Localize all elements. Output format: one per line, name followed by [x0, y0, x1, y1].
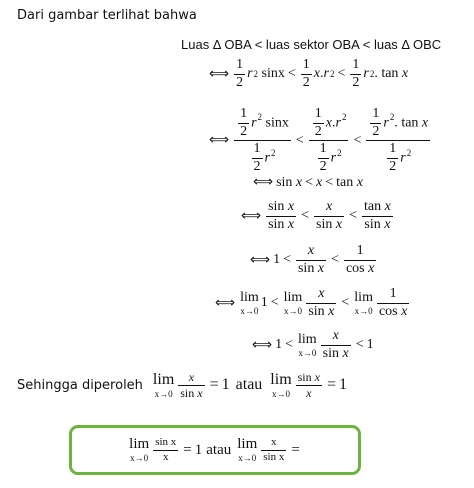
- step-5: ⟺ 1 < $\frac{x}{\text{sin x}}$ < $\frac{1}{\text{cos x}}$: [250, 243, 375, 276]
- result-box: lim x→0 $\frac{\text{sin x}}{x}$ = 1 atau lim x→0 $\frac{x}{\text{sin x}}$ =: [69, 425, 361, 475]
- limit-operator: lim x→0: [240, 289, 259, 316]
- step-2: ⟺ $\frac{1}{2}$ $r^2$ sinx $\frac{1}{2}$ $r^2$ < $\frac{1}{2}$ $x.r^2$ $\frac{1}{2}$ $r^2$ < $\frac{1}{2}$ $r^2$. tan x $\frac{1}{2}$ $r^2$: [209, 106, 429, 175]
- step-7: ⟺ 1 < lim x→0 $\frac{x}{\text{sin x}}$ < 1: [252, 328, 374, 361]
- step-4: ⟺ $\frac{\text{sin x}}{\text{sin x}}$ < $\frac{x}{\text{sin x}}$ < $\frac{\text{tan x}}{\text{sin x}}$: [241, 199, 391, 232]
- fraction-rhs: $\frac{1}{2}$ $r^2$. tan x $\frac{1}{2}$ $r^2$: [366, 107, 430, 175]
- intro-text: Dari gambar terlihat bahwa: [17, 8, 197, 23]
- step-6: ⟺ lim x→0 1 < lim x→0 $\frac{x}{\text{sin x}}$ < lim x→0 $\frac{1}{\text{cos x}}$: [215, 286, 408, 319]
- area-statement: Luas Δ OBA < luas sektor OBA < luas Δ OBC: [181, 37, 442, 52]
- conclusion: Sehingga diperoleh lim x→0 $\frac{x}{\text{sin x}}$ = 1 atau lim x→0 $\frac{\text{sin x}}{x}$ = 1: [17, 370, 348, 400]
- step-1: ⟺ $\frac{1}{2}$ r 2 sinx < $\frac{1}{2}$ x . r 2 < $\frac{1}{2}$ r 2 . tan x: [209, 57, 409, 90]
- step-3: ⟺ sin x < x < tan x: [253, 174, 363, 190]
- conclusion-label: Sehingga diperoleh: [17, 377, 143, 393]
- half-fraction: $\frac{1}{2}$: [236, 57, 244, 90]
- fraction-middle: $\frac{1}{2}$ $x.r^2$ $\frac{1}{2}$ $r^2$: [309, 107, 349, 175]
- iff-symbol: ⟺: [209, 66, 230, 82]
- fraction-lhs: $\frac{1}{2}$ $r^2$ sinx $\frac{1}{2}$ $r^2$: [234, 107, 291, 175]
